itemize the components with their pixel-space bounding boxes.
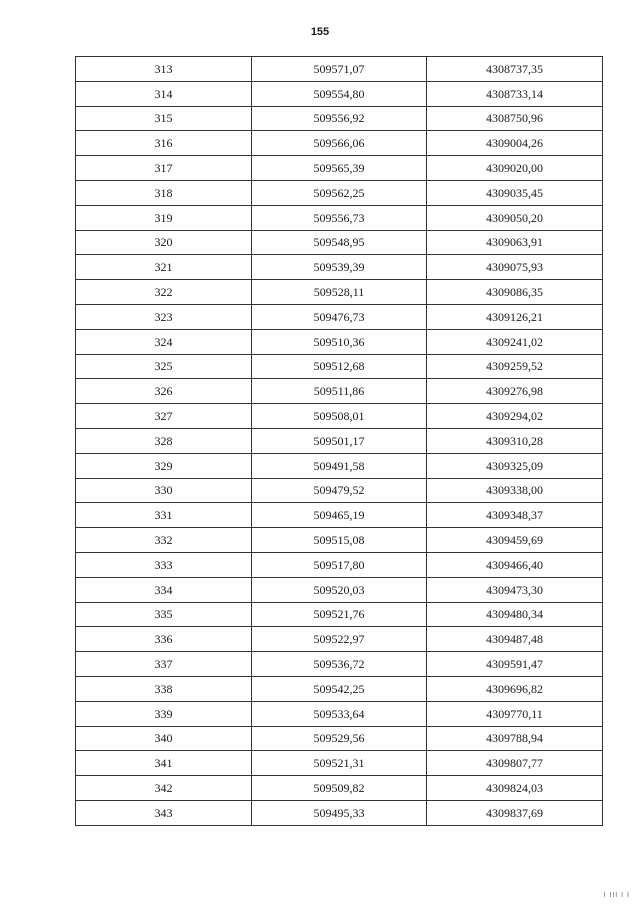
point-number-cell: 316 <box>76 131 252 156</box>
point-number-cell: 315 <box>76 106 252 131</box>
y-coordinate-cell: 4308737,35 <box>427 57 603 82</box>
point-number-cell: 340 <box>76 726 252 751</box>
table-row <box>76 701 603 726</box>
table-row <box>76 57 603 82</box>
x-coordinate-cell: 509479,52 <box>252 478 427 503</box>
y-coordinate-cell: 4309480,34 <box>427 602 603 627</box>
x-coordinate-cell: 509554,80 <box>252 81 427 106</box>
x-coordinate-cell: 509520,03 <box>252 577 427 602</box>
x-coordinate-cell: 509476,73 <box>252 304 427 329</box>
x-coordinate-cell: 509517,80 <box>252 552 427 577</box>
table-row <box>76 354 603 379</box>
y-coordinate-cell: 4309035,45 <box>427 180 603 205</box>
x-coordinate-cell: 509511,86 <box>252 379 427 404</box>
point-number-cell: 333 <box>76 552 252 577</box>
point-number-cell: 318 <box>76 180 252 205</box>
y-coordinate-cell: 4309126,21 <box>427 304 603 329</box>
x-coordinate-cell: 509501,17 <box>252 428 427 453</box>
point-number-cell: 313 <box>76 57 252 82</box>
point-number-cell: 332 <box>76 528 252 553</box>
x-coordinate-cell: 509529,56 <box>252 726 427 751</box>
point-number-cell: 337 <box>76 652 252 677</box>
table-row <box>76 230 603 255</box>
table-row <box>76 776 603 801</box>
table-row <box>76 280 603 305</box>
y-coordinate-cell: 4308750,96 <box>427 106 603 131</box>
point-number-cell: 325 <box>76 354 252 379</box>
point-number-cell: 328 <box>76 428 252 453</box>
table-row <box>76 304 603 329</box>
x-coordinate-cell: 509562,25 <box>252 180 427 205</box>
table-row <box>76 453 603 478</box>
point-number-cell: 319 <box>76 205 252 230</box>
point-number-cell: 322 <box>76 280 252 305</box>
table-row <box>76 676 603 701</box>
point-number-cell: 341 <box>76 751 252 776</box>
y-coordinate-cell: 4309086,35 <box>427 280 603 305</box>
table-row <box>76 577 603 602</box>
y-coordinate-cell: 4309259,52 <box>427 354 603 379</box>
table-row <box>76 726 603 751</box>
y-coordinate-cell: 4309276,98 <box>427 379 603 404</box>
table-row <box>76 180 603 205</box>
table-row <box>76 106 603 131</box>
x-coordinate-cell: 509566,06 <box>252 131 427 156</box>
point-number-cell: 321 <box>76 255 252 280</box>
x-coordinate-cell: 509542,25 <box>252 676 427 701</box>
y-coordinate-cell: 4309348,37 <box>427 503 603 528</box>
x-coordinate-cell: 509508,01 <box>252 404 427 429</box>
point-number-cell: 339 <box>76 701 252 726</box>
table-row <box>76 602 603 627</box>
y-coordinate-cell: 4309075,93 <box>427 255 603 280</box>
y-coordinate-cell: 4308733,14 <box>427 81 603 106</box>
y-coordinate-cell: 4309063,91 <box>427 230 603 255</box>
point-number-cell: 338 <box>76 676 252 701</box>
point-number-cell: 317 <box>76 156 252 181</box>
table-row <box>76 503 603 528</box>
footer-marks: I III I I <box>603 892 630 899</box>
x-coordinate-cell: 509565,39 <box>252 156 427 181</box>
point-number-cell: 314 <box>76 81 252 106</box>
point-number-cell: 324 <box>76 329 252 354</box>
y-coordinate-cell: 4309473,30 <box>427 577 603 602</box>
y-coordinate-cell: 4309325,09 <box>427 453 603 478</box>
x-coordinate-cell: 509556,92 <box>252 106 427 131</box>
page-number: 155 <box>310 26 330 38</box>
table-row <box>76 478 603 503</box>
table-row <box>76 627 603 652</box>
point-number-cell: 327 <box>76 404 252 429</box>
y-coordinate-cell: 4309004,26 <box>427 131 603 156</box>
y-coordinate-cell: 4309466,40 <box>427 552 603 577</box>
point-number-cell: 323 <box>76 304 252 329</box>
y-coordinate-cell: 4309591,47 <box>427 652 603 677</box>
point-number-cell: 342 <box>76 776 252 801</box>
x-coordinate-cell: 509548,95 <box>252 230 427 255</box>
x-coordinate-cell: 509510,36 <box>252 329 427 354</box>
y-coordinate-cell: 4309338,00 <box>427 478 603 503</box>
table-row <box>76 329 603 354</box>
x-coordinate-cell: 509495,33 <box>252 800 427 825</box>
point-number-cell: 331 <box>76 503 252 528</box>
y-coordinate-cell: 4309050,20 <box>427 205 603 230</box>
x-coordinate-cell: 509528,11 <box>252 280 427 305</box>
y-coordinate-cell: 4309770,11 <box>427 701 603 726</box>
table-row <box>76 131 603 156</box>
y-coordinate-cell: 4309824,03 <box>427 776 603 801</box>
x-coordinate-cell: 509521,31 <box>252 751 427 776</box>
x-coordinate-cell: 509522,97 <box>252 627 427 652</box>
y-coordinate-cell: 4309807,77 <box>427 751 603 776</box>
table-row <box>76 404 603 429</box>
x-coordinate-cell: 509509,82 <box>252 776 427 801</box>
point-number-cell: 334 <box>76 577 252 602</box>
table-row <box>76 528 603 553</box>
x-coordinate-cell: 509556,73 <box>252 205 427 230</box>
y-coordinate-cell: 4309310,28 <box>427 428 603 453</box>
x-coordinate-cell: 509571,07 <box>252 57 427 82</box>
point-number-cell: 320 <box>76 230 252 255</box>
y-coordinate-cell: 4309241,02 <box>427 329 603 354</box>
table-row <box>76 156 603 181</box>
table-row <box>76 800 603 825</box>
point-number-cell: 343 <box>76 800 252 825</box>
table-row <box>76 751 603 776</box>
y-coordinate-cell: 4309837,69 <box>427 800 603 825</box>
y-coordinate-cell: 4309020,00 <box>427 156 603 181</box>
y-coordinate-cell: 4309487,48 <box>427 627 603 652</box>
point-number-cell: 335 <box>76 602 252 627</box>
point-number-cell: 326 <box>76 379 252 404</box>
coordinates-table <box>75 56 603 826</box>
table-body <box>76 57 603 826</box>
point-number-cell: 336 <box>76 627 252 652</box>
table-row <box>76 379 603 404</box>
x-coordinate-cell: 509491,58 <box>252 453 427 478</box>
y-coordinate-cell: 4309294,02 <box>427 404 603 429</box>
x-coordinate-cell: 509465,19 <box>252 503 427 528</box>
x-coordinate-cell: 509515,08 <box>252 528 427 553</box>
table-row <box>76 81 603 106</box>
table-row <box>76 428 603 453</box>
point-number-cell: 330 <box>76 478 252 503</box>
y-coordinate-cell: 4309788,94 <box>427 726 603 751</box>
x-coordinate-cell: 509521,76 <box>252 602 427 627</box>
point-number-cell: 329 <box>76 453 252 478</box>
x-coordinate-cell: 509512,68 <box>252 354 427 379</box>
table-row <box>76 205 603 230</box>
table-row <box>76 652 603 677</box>
x-coordinate-cell: 509533,64 <box>252 701 427 726</box>
x-coordinate-cell: 509536,72 <box>252 652 427 677</box>
y-coordinate-cell: 4309696,82 <box>427 676 603 701</box>
y-coordinate-cell: 4309459,69 <box>427 528 603 553</box>
x-coordinate-cell: 509539,39 <box>252 255 427 280</box>
table-row <box>76 552 603 577</box>
table-row <box>76 255 603 280</box>
